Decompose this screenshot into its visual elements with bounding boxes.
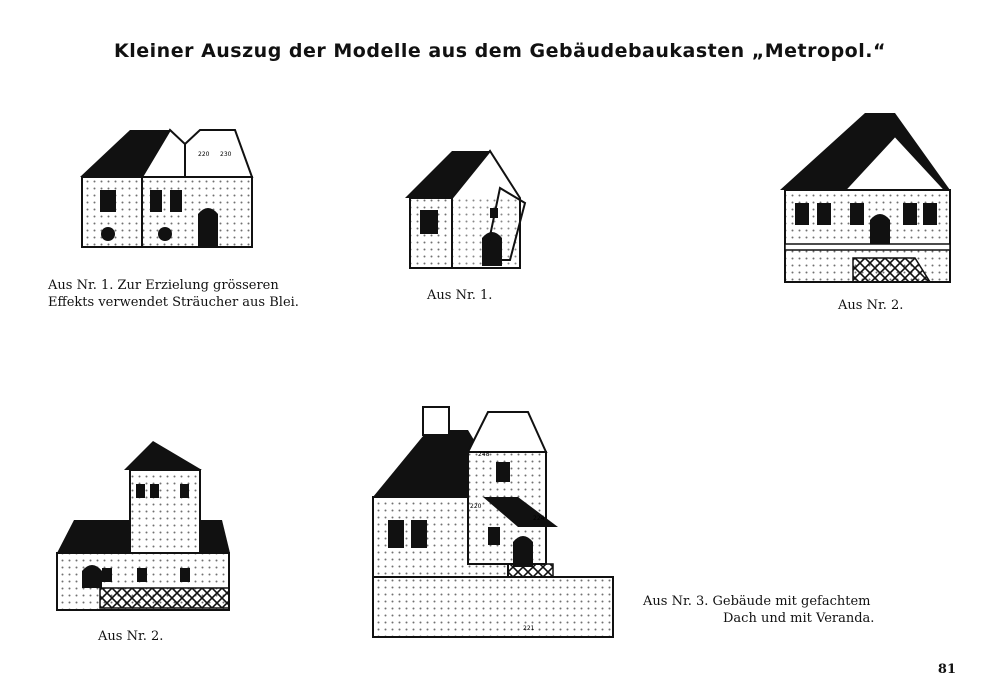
figure-model-3 xyxy=(368,402,618,642)
plate-label: 220 xyxy=(198,151,210,158)
house-drawing xyxy=(373,407,613,637)
plate-label: 248 xyxy=(478,451,490,458)
figure-caption-2a: Aus Nr. 2. xyxy=(838,298,904,313)
figure-model-1a xyxy=(70,122,260,257)
house-drawing xyxy=(80,130,252,247)
house-drawing xyxy=(780,113,950,282)
figure-caption-3: Aus Nr. 3. Gebäude mit gefachtem Dach und mit Veranda. xyxy=(643,594,875,626)
plate-label: 230 xyxy=(220,151,232,158)
page-number: 81 xyxy=(937,662,956,677)
figure-model-2b xyxy=(52,438,232,613)
figure-model-2a xyxy=(775,108,955,288)
figure-model-1b xyxy=(400,148,530,273)
plate-label: 221 xyxy=(523,625,535,632)
figure-caption-1b: Aus Nr. 1. xyxy=(427,288,493,303)
plate-label: 224 xyxy=(533,515,545,522)
figure-caption-1a: Aus Nr. 1. Zur Erzielung grösseren Effekts verwendet Sträucher aus Blei. xyxy=(48,278,299,310)
house-drawing xyxy=(57,441,230,610)
plate-label: 220 xyxy=(470,503,482,510)
page-title: Kleiner Auszug der Modelle aus dem Gebäudebaukasten „Metropol.“ xyxy=(114,40,886,62)
figure-caption-2b: Aus Nr. 2. xyxy=(98,629,164,644)
house-drawing xyxy=(405,151,525,268)
